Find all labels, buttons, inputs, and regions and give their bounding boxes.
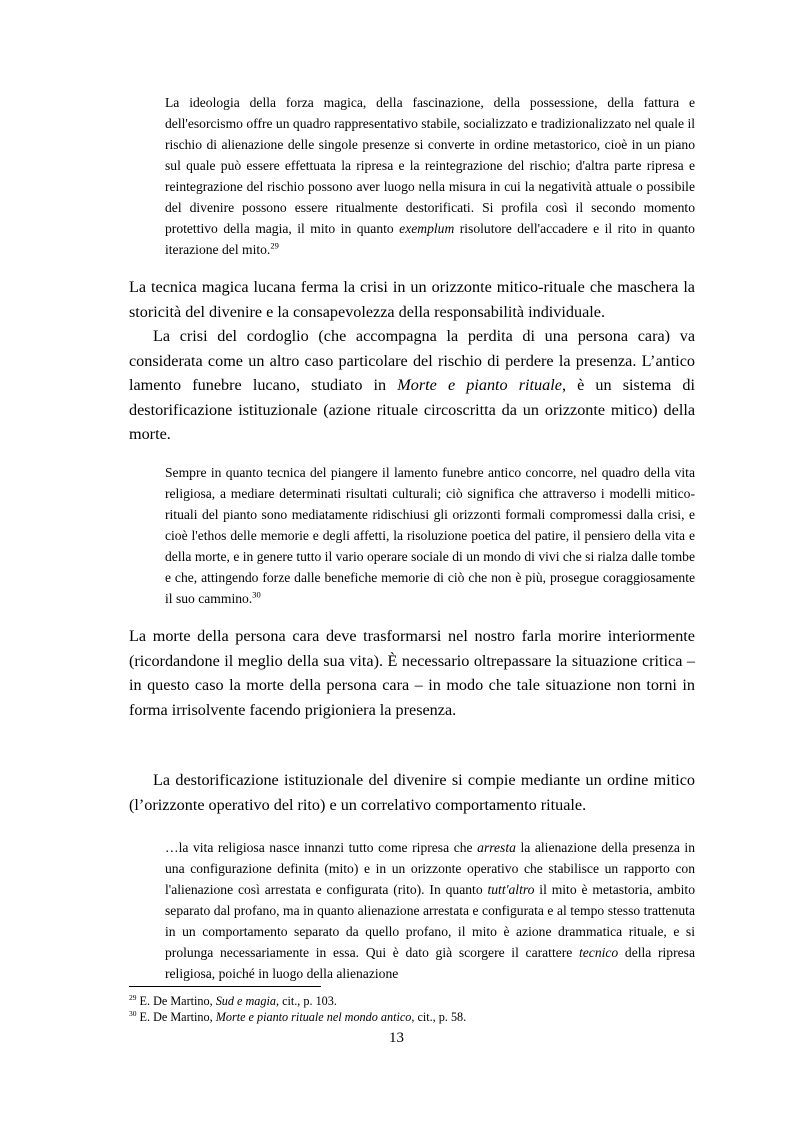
quote-2-text: Sempre in quanto tecnica del piangere il lamento funebre antico concorre, nel quadro della vita religiosa, a mediare determinati risultati culturali; ciò significa che attraverso i modelli mitico-rituali del pianto sono mediatamente ridischiusi gli orizzonti formali compromessi dalla crisi, e cioè l'ethos delle memorie e degli affetti, la risoluzione poetica del patire, il pensiero della vita e della morte, e in genere tutto il vario operare sociale di un mondo di vivi che si rialza dalle tombe e che, attingendo forze dalle benefiche memorie di ciò che non è più, prosegue coraggiosamente il suo cammino.$^{30}$ — [165, 465, 695, 606]
footnote-ref-30[interactable]: 30 — [252, 589, 261, 600]
paragraph-1: La tecnica magica lucana ferma la crisi in un orizzonte mitico-rituale che maschera la storicità del divenire e la consapevolezza della responsabilità individuale. — [129, 278, 695, 321]
quote-1-text: La ideologia della forza magica, della fascinazione, della possessione, della fattura e dell'esorcismo offre un quadro rappresentativo stabile, socializzato e tradizionalizzato nel quale il rischio di alienazione delle singole presenze si converte in ordine metastorico, cioè in un piano sul quale può essere effettuata la ripresa e la reintegrazione del rischio; d'altra parte ripresa e reintegrazione del rischio possono aver luogo nella misura in cui la negatività attuale o possibile del divenire possono essere ritualmente destorificati. Si profila così il secondo momento protettivo della magia, il mito in quanto exemplum risolutore dell'accadere e il rito in quanto iterazione del mito.$^{29}$ — [165, 95, 695, 257]
paragraph-3: La morte della persona cara deve trasformarsi nel nostro farla morire interiormente (ricordandone il meglio della sua vita). È necessario oltrepassare la situazione critica – in questo caso la morte della persona cara – in modo che tale situazione non torni in forma irrisolvente facendo prigioniera la presenza. — [129, 627, 695, 719]
footnote-ref-29[interactable]: 29 — [270, 240, 279, 251]
block-quote-1 — [165, 92, 695, 260]
footnote-separator — [129, 986, 321, 987]
quote-3-text: …la vita religiosa nasce innanzi tutto come ripresa che arresta la alienazione della presenza in una configurazione definita (mito) e in un orizzonte operativo che stabilisce un rapporto con l'alienazione così arrestata e configurata (rito). In quanto tutt'altro il mito è metastoria, ambito separato dal profano, ma in quanto alienazione arrestata e configurata e al tempo stesso trattenuta in un comportamento separato da quello profano, il mito è azione drammatica rituale, e si prolunga necessariamente in essa. Qui è dato già scorgere il carattere tecnico della ripresa religiosa, poiché in luogo della alienazione — [165, 840, 696, 981]
block-quote-3 — [165, 837, 695, 984]
paragraph-4: La destorificazione istituzionale del divenire si compie mediante un ordine mitico (l’orizzonte operativo del rito) e un correlativo comportamento rituale. — [129, 771, 695, 814]
page-number: 13 — [389, 1030, 404, 1046]
footnote-29: $^{29}$ E. De Martino, Sud e magia, cit., p. 103. — [129, 992, 337, 1008]
footnotes — [129, 993, 695, 1025]
block-quote-2 — [165, 462, 695, 609]
footnote-30: $^{30}$ E. De Martino, Morte e pianto rituale nel mondo antico, cit., p. 58. — [129, 1008, 467, 1024]
paragraph-2: La crisi del cordoglio (che accompagna la perdita di una persona cara) va considerata come un altro caso particolare del rischio di perdere la presenza. L’antico lamento funebre lucano, studiato in Morte e pianto rituale, è un sistema di destorificazione istituzionale (azione rituale circoscritta da un orizzonte mitico) della morte. — [129, 327, 696, 443]
